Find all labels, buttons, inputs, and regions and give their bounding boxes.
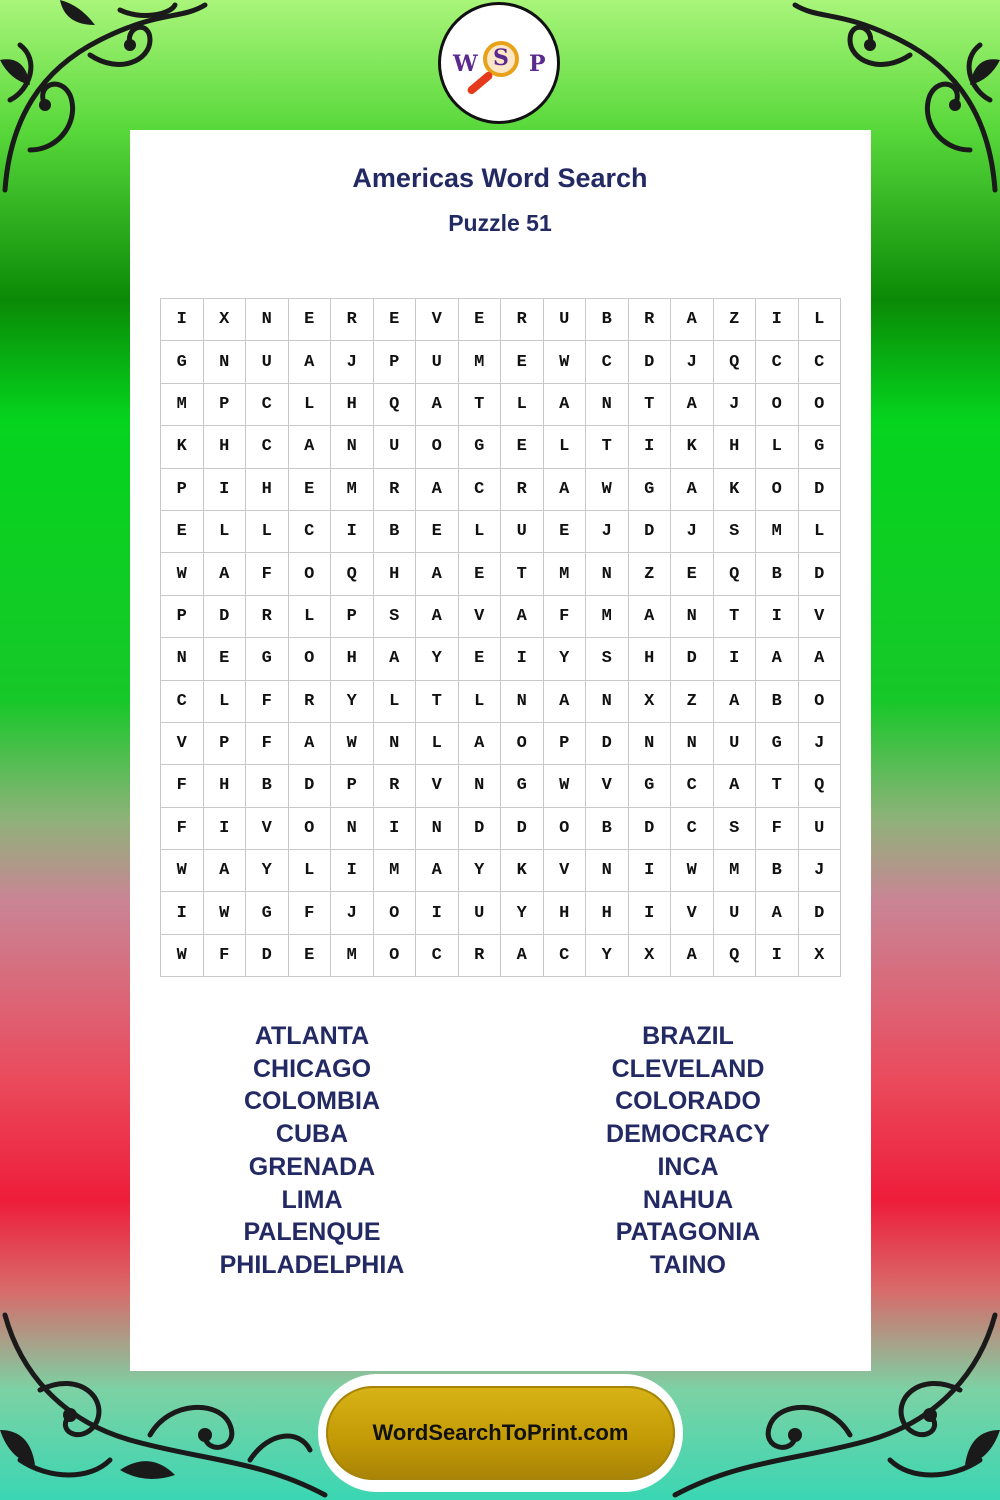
grid-cell[interactable]: E bbox=[458, 553, 501, 595]
grid-cell[interactable]: G bbox=[246, 638, 289, 680]
site-logo[interactable] bbox=[438, 2, 560, 124]
grid-cell[interactable]: J bbox=[798, 850, 841, 892]
grid-cell[interactable]: D bbox=[203, 595, 246, 637]
grid-cell[interactable]: D bbox=[288, 765, 331, 807]
grid-cell[interactable]: O bbox=[288, 638, 331, 680]
grid-cell[interactable]: A bbox=[713, 680, 756, 722]
grid-cell[interactable]: U bbox=[458, 892, 501, 934]
letter-grid[interactable] bbox=[160, 298, 841, 977]
grid-cell[interactable]: W bbox=[543, 341, 586, 383]
grid-cell[interactable]: A bbox=[288, 426, 331, 468]
grid-cell[interactable]: M bbox=[756, 510, 799, 552]
grid-cell[interactable]: X bbox=[203, 299, 246, 341]
grid-cell[interactable]: G bbox=[628, 765, 671, 807]
grid-cell[interactable]: S bbox=[713, 510, 756, 552]
grid-cell[interactable]: N bbox=[586, 383, 629, 425]
grid-cell[interactable]: C bbox=[586, 341, 629, 383]
grid-cell[interactable]: M bbox=[713, 850, 756, 892]
footer-badge bbox=[318, 1374, 683, 1492]
grid-row bbox=[161, 850, 841, 892]
grid-cell[interactable]: I bbox=[203, 468, 246, 510]
grid-cell[interactable]: W bbox=[161, 553, 204, 595]
grid-cell[interactable]: U bbox=[798, 807, 841, 849]
grid-cell[interactable]: D bbox=[628, 807, 671, 849]
word-list-item: COLORADO bbox=[615, 1087, 761, 1116]
grid-cell[interactable]: R bbox=[501, 299, 544, 341]
word-list-item: LIMA bbox=[281, 1185, 343, 1214]
word-list-item: INCA bbox=[657, 1152, 719, 1181]
grid-cell[interactable]: V bbox=[798, 595, 841, 637]
grid-cell[interactable]: L bbox=[203, 510, 246, 552]
grid-cell[interactable]: O bbox=[288, 553, 331, 595]
grid-cell[interactable]: N bbox=[373, 722, 416, 764]
grid-cell[interactable]: I bbox=[331, 510, 374, 552]
grid-cell[interactable]: V bbox=[416, 299, 459, 341]
grid-cell[interactable]: V bbox=[586, 765, 629, 807]
grid-cell[interactable]: E bbox=[416, 510, 459, 552]
grid-cell[interactable]: T bbox=[586, 426, 629, 468]
grid-cell[interactable]: P bbox=[543, 722, 586, 764]
grid-cell[interactable]: Y bbox=[586, 934, 629, 976]
grid-cell[interactable]: R bbox=[288, 680, 331, 722]
grid-cell[interactable]: L bbox=[798, 299, 841, 341]
grid-cell[interactable]: G bbox=[501, 765, 544, 807]
grid-cell[interactable]: Q bbox=[331, 553, 374, 595]
grid-cell[interactable]: I bbox=[756, 299, 799, 341]
grid-cell[interactable]: A bbox=[671, 468, 714, 510]
grid-cell[interactable]: M bbox=[458, 341, 501, 383]
grid-cell[interactable]: I bbox=[331, 850, 374, 892]
grid-cell[interactable]: E bbox=[501, 341, 544, 383]
grid-cell[interactable]: C bbox=[671, 807, 714, 849]
grid-cell[interactable]: J bbox=[331, 341, 374, 383]
grid-cell[interactable]: C bbox=[543, 934, 586, 976]
grid-cell[interactable]: N bbox=[671, 595, 714, 637]
grid-cell[interactable]: X bbox=[798, 934, 841, 976]
word-list-item: CLEVELAND bbox=[611, 1054, 765, 1083]
grid-cell[interactable]: N bbox=[416, 807, 459, 849]
grid-cell[interactable]: D bbox=[501, 807, 544, 849]
grid-cell[interactable]: C bbox=[671, 765, 714, 807]
grid-cell[interactable]: A bbox=[203, 553, 246, 595]
grid-cell[interactable]: N bbox=[586, 850, 629, 892]
grid-cell[interactable]: Y bbox=[458, 850, 501, 892]
grid-cell[interactable]: O bbox=[373, 892, 416, 934]
grid-cell[interactable]: F bbox=[543, 595, 586, 637]
grid-cell[interactable]: L bbox=[501, 383, 544, 425]
grid-cell[interactable]: R bbox=[628, 299, 671, 341]
grid-cell[interactable]: A bbox=[798, 638, 841, 680]
grid-cell[interactable]: B bbox=[586, 807, 629, 849]
grid-cell[interactable]: J bbox=[586, 510, 629, 552]
grid-cell[interactable]: U bbox=[416, 341, 459, 383]
grid-cell[interactable]: C bbox=[798, 341, 841, 383]
grid-row bbox=[161, 934, 841, 976]
grid-cell[interactable]: A bbox=[543, 680, 586, 722]
grid-cell[interactable]: K bbox=[671, 426, 714, 468]
word-list-item: PATAGONIA bbox=[615, 1218, 761, 1247]
grid-row bbox=[161, 426, 841, 468]
word-list-item: NAHUA bbox=[642, 1185, 734, 1214]
grid-cell[interactable]: A bbox=[713, 765, 756, 807]
grid-cell[interactable]: P bbox=[161, 468, 204, 510]
grid-cell[interactable]: D bbox=[628, 510, 671, 552]
grid-cell[interactable]: A bbox=[756, 892, 799, 934]
grid-cell[interactable]: T bbox=[628, 383, 671, 425]
grid-cell[interactable]: O bbox=[756, 468, 799, 510]
grid-cell[interactable]: E bbox=[543, 510, 586, 552]
grid-cell[interactable]: J bbox=[798, 722, 841, 764]
grid-row bbox=[161, 341, 841, 383]
grid-cell[interactable]: R bbox=[501, 468, 544, 510]
grid-cell[interactable]: R bbox=[373, 765, 416, 807]
grid-cell[interactable]: Z bbox=[713, 299, 756, 341]
grid-cell[interactable]: E bbox=[288, 934, 331, 976]
grid-cell[interactable]: G bbox=[756, 722, 799, 764]
grid-cell[interactable]: B bbox=[756, 680, 799, 722]
grid-cell[interactable]: O bbox=[756, 383, 799, 425]
grid-cell[interactable]: F bbox=[161, 765, 204, 807]
grid-cell[interactable]: B bbox=[756, 850, 799, 892]
grid-cell[interactable]: T bbox=[458, 383, 501, 425]
grid-cell[interactable]: I bbox=[713, 638, 756, 680]
grid-cell[interactable]: C bbox=[246, 383, 289, 425]
grid-cell[interactable]: A bbox=[288, 341, 331, 383]
grid-row bbox=[161, 765, 841, 807]
grid-cell[interactable]: P bbox=[373, 341, 416, 383]
grid-cell[interactable]: Q bbox=[373, 383, 416, 425]
grid-cell[interactable]: T bbox=[501, 553, 544, 595]
grid-cell[interactable]: U bbox=[543, 299, 586, 341]
grid-cell[interactable]: W bbox=[671, 850, 714, 892]
word-list-item: PALENQUE bbox=[243, 1218, 381, 1247]
word-list-item: PHILADELPHIA bbox=[219, 1250, 405, 1279]
grid-cell[interactable]: S bbox=[373, 595, 416, 637]
grid-row bbox=[161, 383, 841, 425]
grid-cell[interactable]: H bbox=[203, 765, 246, 807]
grid-row bbox=[161, 892, 841, 934]
word-list-right bbox=[498, 1020, 878, 1282]
grid-cell[interactable]: C bbox=[161, 680, 204, 722]
grid-cell[interactable]: J bbox=[671, 341, 714, 383]
grid-cell[interactable]: A bbox=[416, 850, 459, 892]
website-link[interactable]: WordSearchToPrint.com bbox=[326, 1386, 675, 1480]
word-list-item: CHICAGO bbox=[252, 1054, 372, 1083]
grid-cell[interactable]: W bbox=[331, 722, 374, 764]
grid-cell[interactable]: M bbox=[543, 553, 586, 595]
grid-cell[interactable]: Y bbox=[501, 892, 544, 934]
grid-cell[interactable]: H bbox=[586, 892, 629, 934]
grid-cell[interactable]: Q bbox=[798, 765, 841, 807]
grid-cell[interactable]: H bbox=[203, 426, 246, 468]
grid-cell[interactable]: H bbox=[713, 426, 756, 468]
grid-cell[interactable]: O bbox=[798, 680, 841, 722]
grid-cell[interactable]: R bbox=[458, 934, 501, 976]
grid-cell[interactable]: F bbox=[246, 680, 289, 722]
grid-cell[interactable]: W bbox=[203, 892, 246, 934]
grid-cell[interactable]: E bbox=[288, 468, 331, 510]
grid-cell[interactable]: P bbox=[161, 595, 204, 637]
grid-cell[interactable]: N bbox=[501, 680, 544, 722]
grid-cell[interactable]: R bbox=[246, 595, 289, 637]
grid-cell[interactable]: E bbox=[671, 553, 714, 595]
logo-letter-w: W bbox=[453, 51, 478, 77]
grid-cell[interactable]: V bbox=[416, 765, 459, 807]
grid-cell[interactable]: H bbox=[331, 383, 374, 425]
grid-cell[interactable]: N bbox=[203, 341, 246, 383]
grid-cell[interactable]: I bbox=[501, 638, 544, 680]
grid-cell[interactable]: V bbox=[246, 807, 289, 849]
grid-cell[interactable]: C bbox=[416, 934, 459, 976]
grid-cell[interactable]: W bbox=[161, 934, 204, 976]
grid-cell[interactable]: S bbox=[586, 638, 629, 680]
grid-row bbox=[161, 510, 841, 552]
grid-cell[interactable]: O bbox=[373, 934, 416, 976]
grid-row bbox=[161, 553, 841, 595]
grid-cell[interactable]: A bbox=[416, 468, 459, 510]
grid-cell[interactable]: C bbox=[288, 510, 331, 552]
grid-cell[interactable]: F bbox=[756, 807, 799, 849]
grid-cell[interactable]: L bbox=[458, 510, 501, 552]
grid-cell[interactable]: E bbox=[373, 299, 416, 341]
grid-cell[interactable]: D bbox=[798, 892, 841, 934]
word-list-item: COLOMBIA bbox=[243, 1087, 381, 1116]
grid-cell[interactable]: V bbox=[458, 595, 501, 637]
grid-cell[interactable]: A bbox=[671, 934, 714, 976]
grid-cell[interactable]: A bbox=[671, 383, 714, 425]
grid-cell[interactable]: H bbox=[246, 468, 289, 510]
grid-cell[interactable]: V bbox=[543, 850, 586, 892]
grid-cell[interactable]: U bbox=[713, 722, 756, 764]
grid-row bbox=[161, 468, 841, 510]
grid-cell[interactable]: L bbox=[798, 510, 841, 552]
grid-cell[interactable]: M bbox=[331, 934, 374, 976]
grid-cell[interactable]: E bbox=[161, 510, 204, 552]
grid-cell[interactable]: I bbox=[628, 892, 671, 934]
grid-cell[interactable]: I bbox=[756, 934, 799, 976]
grid-cell[interactable]: N bbox=[331, 426, 374, 468]
grid-cell[interactable]: E bbox=[203, 638, 246, 680]
word-list-item: TAINO bbox=[650, 1250, 726, 1279]
grid-cell[interactable]: D bbox=[628, 341, 671, 383]
grid-cell[interactable]: Q bbox=[713, 934, 756, 976]
grid-cell[interactable]: E bbox=[458, 638, 501, 680]
word-list-item: BRAZIL bbox=[642, 1022, 734, 1050]
grid-cell[interactable]: T bbox=[416, 680, 459, 722]
word-list-item: CUBA bbox=[275, 1120, 349, 1149]
grid-cell[interactable]: U bbox=[713, 892, 756, 934]
grid-cell[interactable]: A bbox=[543, 468, 586, 510]
grid-cell[interactable]: W bbox=[543, 765, 586, 807]
logo-letter-s: S bbox=[493, 45, 509, 71]
grid-cell[interactable]: A bbox=[416, 595, 459, 637]
grid-row bbox=[161, 595, 841, 637]
grid-cell[interactable]: A bbox=[543, 383, 586, 425]
grid-cell[interactable]: I bbox=[628, 850, 671, 892]
grid-cell[interactable]: A bbox=[628, 595, 671, 637]
grid-cell[interactable]: P bbox=[203, 383, 246, 425]
grid-cell[interactable]: H bbox=[628, 638, 671, 680]
grid-cell[interactable]: T bbox=[756, 765, 799, 807]
grid-cell[interactable]: A bbox=[501, 595, 544, 637]
grid-cell[interactable]: L bbox=[203, 680, 246, 722]
word-list-item: ATLANTA bbox=[254, 1022, 370, 1050]
grid-cell[interactable]: A bbox=[416, 553, 459, 595]
grid-cell[interactable]: G bbox=[246, 892, 289, 934]
grid-cell[interactable]: F bbox=[203, 934, 246, 976]
grid-cell[interactable]: P bbox=[331, 595, 374, 637]
grid-cell[interactable]: W bbox=[586, 468, 629, 510]
grid-cell[interactable]: B bbox=[586, 299, 629, 341]
grid-cell[interactable]: O bbox=[798, 383, 841, 425]
grid-cell[interactable]: Y bbox=[416, 638, 459, 680]
grid-cell[interactable]: O bbox=[543, 807, 586, 849]
grid-cell[interactable]: E bbox=[458, 299, 501, 341]
grid-cell[interactable]: N bbox=[586, 680, 629, 722]
grid-cell[interactable]: K bbox=[713, 468, 756, 510]
grid-cell[interactable]: Z bbox=[671, 680, 714, 722]
grid-cell[interactable]: H bbox=[543, 892, 586, 934]
grid-cell[interactable]: L bbox=[756, 426, 799, 468]
grid-cell[interactable]: Y bbox=[543, 638, 586, 680]
grid-cell[interactable]: B bbox=[246, 765, 289, 807]
grid-cell[interactable]: A bbox=[373, 638, 416, 680]
grid-cell[interactable]: L bbox=[543, 426, 586, 468]
grid-cell[interactable]: B bbox=[756, 553, 799, 595]
grid-cell[interactable]: I bbox=[203, 807, 246, 849]
grid-row bbox=[161, 722, 841, 764]
grid-cell[interactable]: Y bbox=[246, 850, 289, 892]
word-list-left bbox=[122, 1020, 502, 1282]
grid-cell[interactable]: A bbox=[501, 934, 544, 976]
grid-cell[interactable]: L bbox=[288, 595, 331, 637]
grid-cell[interactable]: F bbox=[246, 722, 289, 764]
grid-cell[interactable]: X bbox=[628, 934, 671, 976]
grid-cell[interactable]: D bbox=[798, 553, 841, 595]
grid-cell[interactable]: P bbox=[203, 722, 246, 764]
grid-cell[interactable]: D bbox=[246, 934, 289, 976]
grid-cell[interactable]: F bbox=[161, 807, 204, 849]
grid-cell[interactable]: A bbox=[671, 299, 714, 341]
grid-cell[interactable]: B bbox=[373, 510, 416, 552]
grid-cell[interactable]: G bbox=[798, 426, 841, 468]
grid-cell[interactable]: H bbox=[373, 553, 416, 595]
grid-cell[interactable]: J bbox=[671, 510, 714, 552]
grid-cell[interactable]: M bbox=[161, 383, 204, 425]
grid-cell[interactable]: N bbox=[586, 553, 629, 595]
grid-cell[interactable]: N bbox=[246, 299, 289, 341]
grid-cell[interactable]: M bbox=[331, 468, 374, 510]
grid-cell[interactable]: G bbox=[458, 426, 501, 468]
grid-cell[interactable]: E bbox=[501, 426, 544, 468]
grid-cell[interactable]: U bbox=[373, 426, 416, 468]
grid-cell[interactable]: V bbox=[161, 722, 204, 764]
grid-cell[interactable]: L bbox=[373, 680, 416, 722]
grid-cell[interactable]: A bbox=[416, 383, 459, 425]
grid-row bbox=[161, 299, 841, 341]
grid-cell[interactable]: V bbox=[671, 892, 714, 934]
grid-cell[interactable]: R bbox=[331, 299, 374, 341]
grid-cell[interactable]: N bbox=[161, 638, 204, 680]
grid-cell[interactable]: U bbox=[501, 510, 544, 552]
grid-cell[interactable]: Z bbox=[628, 553, 671, 595]
word-list-item: DEMOCRACY bbox=[606, 1120, 770, 1149]
grid-cell[interactable]: Q bbox=[713, 553, 756, 595]
grid-cell[interactable]: I bbox=[756, 595, 799, 637]
grid-cell[interactable]: O bbox=[501, 722, 544, 764]
grid-cell[interactable]: L bbox=[416, 722, 459, 764]
grid-cell[interactable]: I bbox=[373, 807, 416, 849]
grid-cell[interactable]: W bbox=[161, 850, 204, 892]
grid-cell[interactable]: F bbox=[288, 892, 331, 934]
grid-cell[interactable]: I bbox=[161, 299, 204, 341]
grid-row bbox=[161, 638, 841, 680]
grid-cell[interactable]: I bbox=[416, 892, 459, 934]
grid-cell[interactable]: R bbox=[373, 468, 416, 510]
grid-cell[interactable]: L bbox=[458, 680, 501, 722]
grid-cell[interactable]: K bbox=[501, 850, 544, 892]
grid-cell[interactable]: E bbox=[288, 299, 331, 341]
grid-cell[interactable]: A bbox=[756, 638, 799, 680]
grid-cell[interactable]: A bbox=[458, 722, 501, 764]
grid-cell[interactable]: D bbox=[458, 807, 501, 849]
grid-cell[interactable]: L bbox=[246, 510, 289, 552]
grid-cell[interactable]: I bbox=[161, 892, 204, 934]
grid-cell[interactable]: I bbox=[628, 426, 671, 468]
grid-cell[interactable]: J bbox=[713, 383, 756, 425]
grid-cell[interactable]: Y bbox=[331, 680, 374, 722]
grid-cell[interactable]: Q bbox=[713, 341, 756, 383]
grid-cell[interactable]: U bbox=[246, 341, 289, 383]
grid-cell[interactable]: P bbox=[331, 765, 374, 807]
grid-cell[interactable]: K bbox=[161, 426, 204, 468]
grid-cell[interactable]: N bbox=[331, 807, 374, 849]
logo-letter-p: P bbox=[529, 51, 546, 77]
grid-cell[interactable]: C bbox=[458, 468, 501, 510]
grid-cell[interactable]: N bbox=[458, 765, 501, 807]
grid-cell[interactable]: G bbox=[628, 468, 671, 510]
grid-cell[interactable]: H bbox=[331, 638, 374, 680]
grid-cell[interactable]: D bbox=[798, 468, 841, 510]
grid-cell[interactable]: M bbox=[373, 850, 416, 892]
grid-cell[interactable]: M bbox=[586, 595, 629, 637]
grid-row bbox=[161, 680, 841, 722]
grid-cell[interactable]: C bbox=[756, 341, 799, 383]
grid-cell[interactable]: X bbox=[628, 680, 671, 722]
grid-cell[interactable]: J bbox=[331, 892, 374, 934]
grid-cell[interactable]: O bbox=[288, 807, 331, 849]
grid-cell[interactable]: A bbox=[203, 850, 246, 892]
grid-cell[interactable]: S bbox=[713, 807, 756, 849]
grid-cell[interactable]: O bbox=[416, 426, 459, 468]
puzzle-number: Puzzle 51 bbox=[448, 210, 552, 236]
grid-cell[interactable]: A bbox=[288, 722, 331, 764]
grid-cell[interactable]: N bbox=[628, 722, 671, 764]
grid-cell[interactable]: T bbox=[713, 595, 756, 637]
grid-cell[interactable]: C bbox=[246, 426, 289, 468]
grid-cell[interactable]: L bbox=[288, 850, 331, 892]
grid-cell[interactable]: N bbox=[671, 722, 714, 764]
grid-cell[interactable]: L bbox=[288, 383, 331, 425]
grid-cell[interactable]: D bbox=[671, 638, 714, 680]
puzzle-title: Americas Word Search bbox=[352, 163, 648, 193]
grid-cell[interactable]: G bbox=[161, 341, 204, 383]
word-list-item: GRENADA bbox=[248, 1152, 376, 1181]
grid-cell[interactable]: F bbox=[246, 553, 289, 595]
grid-cell[interactable]: D bbox=[586, 722, 629, 764]
grid-row bbox=[161, 807, 841, 849]
